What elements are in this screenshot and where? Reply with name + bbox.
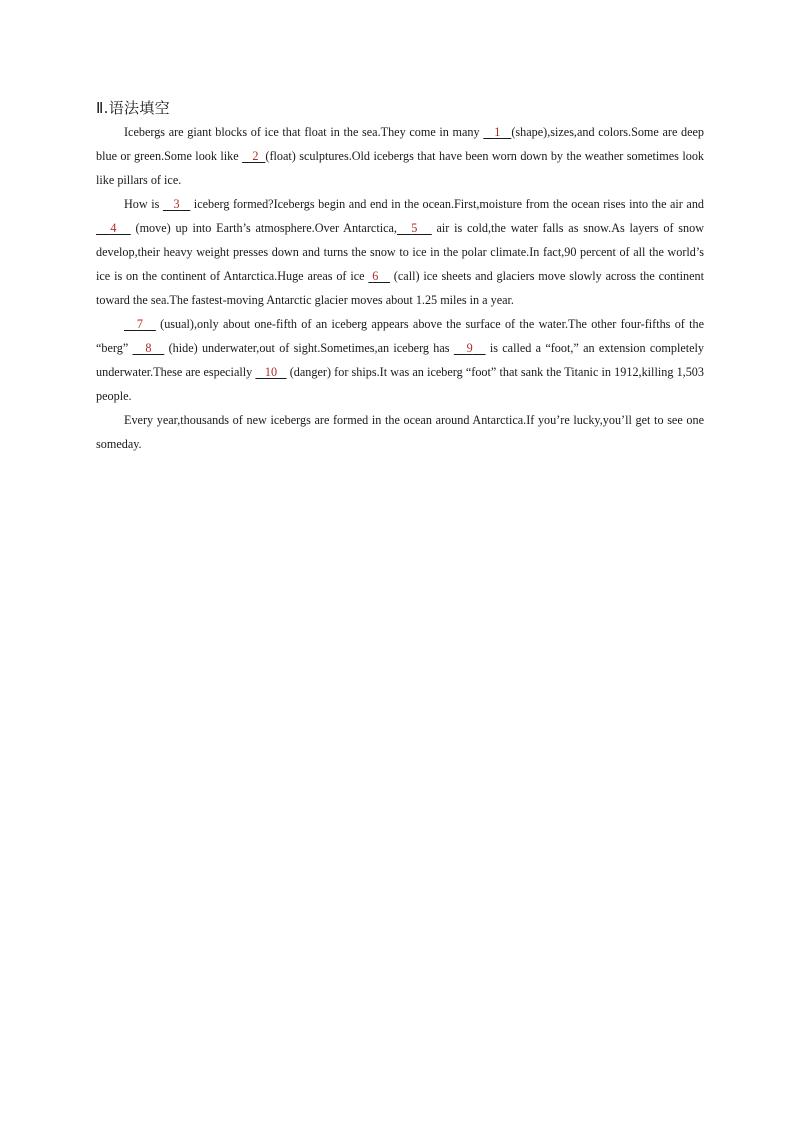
text-run: air is cold,the water falls as snow.As layers of snow develop,their heavy weight presses down and turns the snow to ice in the polar climate.In fact,90 percent of all the world’s ice is on the continent of Antarctica.Huge areas of ice bbox=[96, 221, 705, 283]
blank-number: 9 bbox=[466, 341, 473, 355]
blank-number: 4 bbox=[110, 221, 117, 235]
blank-1 bbox=[483, 125, 511, 139]
text-run: (float) sculptures.Old icebergs that have been worn down by the weather sometimes look like pillars of ice. bbox=[96, 149, 705, 187]
blank-7 bbox=[124, 317, 156, 331]
paragraph-3 bbox=[96, 312, 704, 408]
text-run: iceberg formed?Icebergs begin and end in the ocean.First,moisture from the ocean rises into the air and bbox=[190, 197, 705, 211]
blank-6 bbox=[368, 269, 390, 283]
section-title: Ⅱ.语法填空 bbox=[96, 99, 170, 117]
paragraph-4 bbox=[96, 408, 704, 456]
blank-number: 2 bbox=[252, 149, 259, 163]
blank-number: 6 bbox=[372, 269, 379, 283]
blank-number: 5 bbox=[411, 221, 418, 235]
paragraph-2 bbox=[96, 192, 704, 312]
text-run: Icebergs are giant blocks of ice that float in the sea.They come in many bbox=[124, 125, 484, 139]
paragraph-1 bbox=[96, 120, 704, 192]
text-run: How is bbox=[124, 197, 163, 211]
blank-4 bbox=[96, 221, 131, 235]
text-run: Every year,thousands of new icebergs are formed in the ocean around Antarctica.If you’re lucky,you’ll get to see one someday. bbox=[96, 413, 704, 451]
text-run: (usual),only about one-fifth of an iceberg appears above the surface of the water.The other four-fifths of the “berg” bbox=[96, 317, 705, 355]
blank-5 bbox=[397, 221, 432, 235]
blank-10 bbox=[255, 365, 286, 379]
text-run: (shape),sizes,and colors.Some are deep blue or green.Some look like bbox=[96, 125, 705, 163]
blank-9 bbox=[454, 341, 486, 355]
blank-number: 8 bbox=[145, 341, 152, 355]
text-run: (danger) for ships.It was an iceberg “foot” that sank the Titanic in 1912,killing 1,503 people. bbox=[96, 365, 704, 403]
text-run: (hide) underwater,out of sight.Sometimes,an iceberg has bbox=[164, 341, 454, 355]
blank-number: 3 bbox=[173, 197, 180, 211]
text-run: is called a “foot,” an extension completely underwater.These are especially bbox=[96, 341, 705, 379]
blank-number: 10 bbox=[264, 365, 278, 379]
text-run: (move) up into Earth’s atmosphere.Over Antarctica, bbox=[130, 221, 397, 235]
text-run: (call) ice sheets and glaciers move slowly across the continent toward the sea.The fastest-moving Antarctic glacier moves about 1.25 miles in a year. bbox=[96, 269, 705, 307]
blank-number: 7 bbox=[136, 317, 143, 331]
blank-3 bbox=[163, 197, 190, 211]
blank-number: 1 bbox=[494, 125, 501, 139]
blank-2 bbox=[242, 149, 265, 163]
passage bbox=[96, 120, 704, 456]
blank-8 bbox=[133, 341, 165, 355]
